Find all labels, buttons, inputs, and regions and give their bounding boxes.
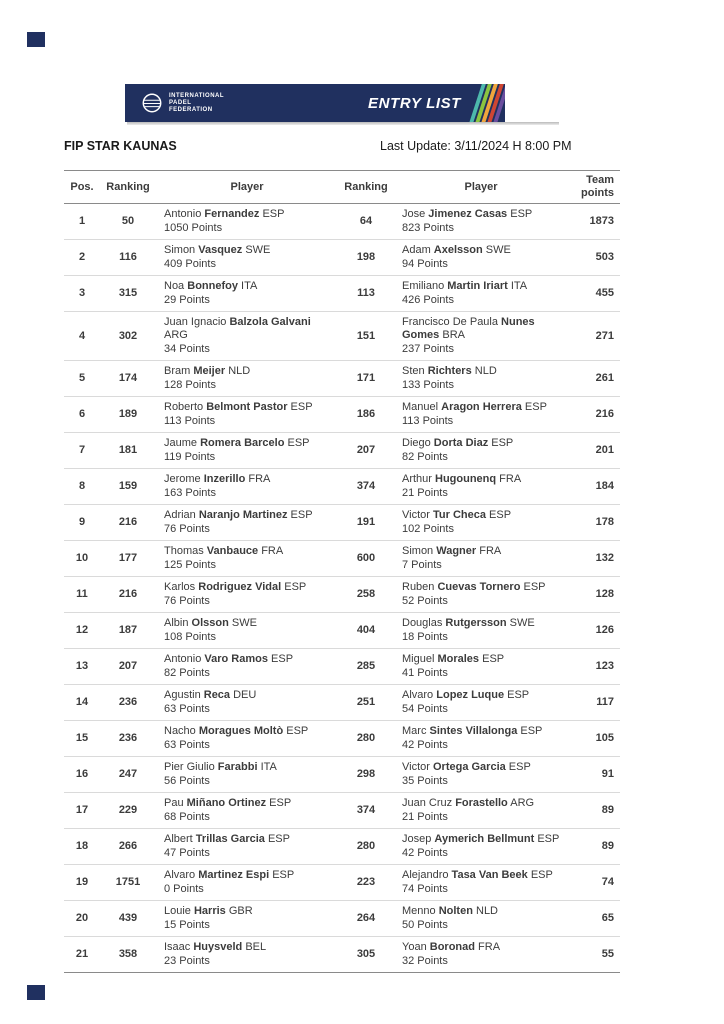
player-name: Simon Wagner FRA [402,545,502,557]
player-cell-2 [394,901,568,937]
ipf-ball-icon [141,92,163,114]
header-ranking-1: Ranking [100,171,156,204]
team-points-cell: 89 [568,829,620,865]
ranking-cell-1: 159 [100,469,156,505]
player-name: Antonio Fernandez ESP [164,208,285,220]
entry-row [64,505,620,541]
player-points: 163 Points [164,487,216,499]
page-corner-mark-bottom [27,985,45,1000]
player-cell-2 [394,649,568,685]
position-cell: 5 [64,361,100,397]
player-name: Antonio Varo Ramos ESP [164,653,294,665]
player-cell-1 [156,312,338,361]
last-update-text: Last Update: 3/11/2024 H 8:00 PM [380,139,572,153]
event-title: FIP STAR KAUNAS [64,139,177,153]
ranking-cell-2: 64 [338,204,394,240]
player-cell-2 [394,312,568,361]
player-cell-1 [156,793,338,829]
player-points: 74 Points [402,883,448,895]
header-pos: Pos. [64,171,100,204]
player-cell-2 [394,829,568,865]
ranking-cell-2: 374 [338,793,394,829]
player-name: Menno Nolten NLD [402,905,498,917]
player-cell-1 [156,469,338,505]
page-corner-mark-top [27,32,45,47]
ranking-cell-1: 247 [100,757,156,793]
ranking-cell-1: 177 [100,541,156,577]
ranking-cell-2: 264 [338,901,394,937]
player-cell-1 [156,937,338,973]
position-cell: 3 [64,276,100,312]
ranking-cell-1: 207 [100,649,156,685]
player-points: 823 Points [402,222,454,234]
player-cell-1 [156,865,338,901]
ranking-cell-2: 251 [338,685,394,721]
banner-shadow-line [127,122,559,125]
position-cell: 13 [64,649,100,685]
player-name: Isaac Huysveld BEL [164,941,267,953]
position-cell: 16 [64,757,100,793]
ranking-cell-1: 181 [100,433,156,469]
ranking-cell-2: 280 [338,829,394,865]
ranking-cell-1: 302 [100,312,156,361]
player-name: Juan Cruz Forastello ARG [402,797,535,809]
entry-row [64,613,620,649]
entry-row [64,937,620,973]
player-points: 21 Points [402,487,448,499]
player-name: Thomas Vanbauce FRA [164,545,284,557]
player-cell-1 [156,397,338,433]
ranking-cell-1: 189 [100,397,156,433]
team-points-cell: 126 [568,613,620,649]
logo-line-2: PADEL [169,99,192,106]
entry-row [64,649,620,685]
position-cell: 12 [64,613,100,649]
player-points: 102 Points [402,523,454,535]
player-name: Albert Trillas Garcia ESP [164,833,290,845]
player-name: Juan Ignacio Balzola Galvani ARG [164,316,311,341]
entry-row [64,865,620,901]
ranking-cell-2: 186 [338,397,394,433]
player-name: Victor Tur Checa ESP [402,509,512,521]
player-cell-1 [156,541,338,577]
position-cell: 2 [64,240,100,276]
player-points: 35 Points [402,775,448,787]
position-cell: 11 [64,577,100,613]
position-cell: 14 [64,685,100,721]
team-points-cell: 201 [568,433,620,469]
player-points: 7 Points [402,559,442,571]
entry-row [64,829,620,865]
team-points-cell: 455 [568,276,620,312]
player-cell-1 [156,901,338,937]
position-cell: 18 [64,829,100,865]
ranking-cell-1: 1751 [100,865,156,901]
team-points-cell: 55 [568,937,620,973]
position-cell: 6 [64,397,100,433]
player-points: 76 Points [164,523,210,535]
player-name: Adam Axelsson SWE [402,244,511,256]
ranking-cell-2: 207 [338,433,394,469]
player-points: 52 Points [402,595,448,607]
player-points: 34 Points [164,343,210,355]
player-cell-1 [156,613,338,649]
player-name: Douglas Rutgersson SWE [402,617,535,629]
position-cell: 9 [64,505,100,541]
player-cell-1 [156,433,338,469]
player-points: 56 Points [164,775,210,787]
player-points: 63 Points [164,703,210,715]
ranking-cell-1: 216 [100,505,156,541]
ranking-cell-2: 374 [338,469,394,505]
player-name: Victor Ortega Garcia ESP [402,761,531,773]
player-points: 32 Points [402,955,448,967]
player-cell-2 [394,721,568,757]
player-name: Miguel Morales ESP [402,653,505,665]
entry-list-banner-title: ENTRY LIST [368,94,461,112]
team-points-cell: 65 [568,901,620,937]
player-name: Yoan Boronad FRA [402,941,501,953]
player-name: Marc Sintes Villalonga ESP [402,725,543,737]
player-points: 50 Points [402,919,448,931]
player-points: 108 Points [164,631,216,643]
player-cell-1 [156,721,338,757]
player-name: Pier Giulio Farabbi ITA [164,761,277,773]
player-name: Agustin Reca DEU [164,689,257,701]
ranking-cell-1: 266 [100,829,156,865]
entry-row [64,240,620,276]
player-cell-2 [394,793,568,829]
player-name: Alejandro Tasa Van Beek ESP [402,869,553,881]
header-player-1: Player [156,171,338,204]
ipf-logo [125,92,224,114]
player-points: 18 Points [402,631,448,643]
player-points: 0 Points [164,883,204,895]
player-name: Alvaro Martinez Espi ESP [164,869,295,881]
banner-stripes [473,84,503,122]
ranking-cell-2: 600 [338,541,394,577]
player-points: 42 Points [402,739,448,751]
team-points-cell: 89 [568,793,620,829]
player-cell-2 [394,204,568,240]
player-cell-2 [394,397,568,433]
team-points-cell: 503 [568,240,620,276]
player-cell-2 [394,757,568,793]
player-points: 125 Points [164,559,216,571]
ranking-cell-1: 236 [100,685,156,721]
team-points-cell: 123 [568,649,620,685]
player-cell-1 [156,361,338,397]
ranking-cell-2: 223 [338,865,394,901]
player-points: 82 Points [402,451,448,463]
player-points: 426 Points [402,294,454,306]
team-points-cell: 1873 [568,204,620,240]
entry-list-table [64,170,620,973]
player-points: 21 Points [402,811,448,823]
ranking-cell-1: 50 [100,204,156,240]
ranking-cell-2: 298 [338,757,394,793]
ranking-cell-1: 187 [100,613,156,649]
header-team-points: Team points [568,171,620,204]
player-cell-1 [156,757,338,793]
entry-row [64,397,620,433]
position-cell: 10 [64,541,100,577]
ranking-cell-1: 229 [100,793,156,829]
player-cell-1 [156,577,338,613]
entry-row [64,204,620,240]
player-cell-2 [394,240,568,276]
team-points-cell: 105 [568,721,620,757]
player-name: Alvaro Lopez Luque ESP [402,689,530,701]
team-points-cell: 271 [568,312,620,361]
player-name: Jaume Romera Barcelo ESP [164,437,310,449]
ranking-cell-1: 216 [100,577,156,613]
player-name: Sten Richters NLD [402,365,497,377]
team-points-cell: 178 [568,505,620,541]
player-points: 15 Points [164,919,210,931]
player-points: 128 Points [164,379,216,391]
position-cell: 17 [64,793,100,829]
player-name: Manuel Aragon Herrera ESP [402,401,547,413]
player-cell-2 [394,276,568,312]
team-points-cell: 261 [568,361,620,397]
player-points: 409 Points [164,258,216,270]
player-name: Karlos Rodriguez Vidal ESP [164,581,307,593]
team-points-cell: 128 [568,577,620,613]
player-points: 68 Points [164,811,210,823]
position-cell: 8 [64,469,100,505]
entry-row [64,312,620,361]
team-points-cell: 216 [568,397,620,433]
position-cell: 19 [64,865,100,901]
entry-row [64,757,620,793]
player-name: Francisco De Paula Nunes Gomes BRA [402,316,535,341]
player-points: 133 Points [402,379,454,391]
player-points: 47 Points [164,847,210,859]
logo-line-3: FEDERATION [169,106,213,113]
entry-row [64,541,620,577]
position-cell: 1 [64,204,100,240]
ranking-cell-2: 191 [338,505,394,541]
player-name: Louie Harris GBR [164,905,253,917]
player-cell-2 [394,469,568,505]
ranking-cell-2: 404 [338,613,394,649]
header-ranking-2: Ranking [338,171,394,204]
player-cell-1 [156,204,338,240]
position-cell: 21 [64,937,100,973]
team-points-cell: 184 [568,469,620,505]
ranking-cell-1: 358 [100,937,156,973]
player-cell-2 [394,865,568,901]
ranking-cell-1: 116 [100,240,156,276]
ranking-cell-1: 236 [100,721,156,757]
player-name: Ruben Cuevas Tornero ESP [402,581,546,593]
player-cell-1 [156,276,338,312]
player-cell-2 [394,505,568,541]
player-cell-2 [394,361,568,397]
player-name: Pau Miñano Ortinez ESP [164,797,292,809]
player-points: 113 Points [164,415,216,427]
player-cell-1 [156,505,338,541]
ranking-cell-2: 151 [338,312,394,361]
player-cell-2 [394,613,568,649]
entry-row [64,793,620,829]
player-name: Diego Dorta Diaz ESP [402,437,514,449]
ranking-cell-2: 285 [338,649,394,685]
ranking-cell-2: 305 [338,937,394,973]
player-cell-1 [156,829,338,865]
player-cell-1 [156,240,338,276]
player-points: 1050 Points [164,222,223,234]
ranking-cell-2: 198 [338,240,394,276]
player-cell-1 [156,685,338,721]
player-cell-2 [394,541,568,577]
entry-row [64,721,620,757]
entry-row [64,577,620,613]
player-points: 119 Points [164,451,216,463]
player-points: 63 Points [164,739,210,751]
player-points: 113 Points [402,415,454,427]
player-points: 54 Points [402,703,448,715]
ipf-logo-text [169,93,224,114]
team-points-cell: 91 [568,757,620,793]
player-name: Adrian Naranjo Martinez ESP [164,509,313,521]
player-cell-2 [394,937,568,973]
player-name: Roberto Belmont Pastor ESP [164,401,313,413]
player-name: Arthur Hugounenq FRA [402,473,522,485]
player-points: 23 Points [164,955,210,967]
player-points: 94 Points [402,258,448,270]
ranking-cell-1: 315 [100,276,156,312]
entry-row [64,361,620,397]
player-name: Noa Bonnefoy ITA [164,280,258,292]
ranking-cell-1: 174 [100,361,156,397]
ranking-cell-1: 439 [100,901,156,937]
player-name: Simon Vasquez SWE [164,244,271,256]
player-name: Bram Meijer NLD [164,365,251,377]
player-cell-1 [156,649,338,685]
ranking-cell-2: 280 [338,721,394,757]
entry-row [64,276,620,312]
entry-rows [64,204,620,973]
logo-line-1: INTERNATIONAL [169,92,225,99]
entry-row [64,469,620,505]
position-cell: 15 [64,721,100,757]
entry-row [64,685,620,721]
position-cell: 20 [64,901,100,937]
player-points: 76 Points [164,595,210,607]
team-points-cell: 117 [568,685,620,721]
player-name: Josep Aymerich Bellmunt ESP [402,833,560,845]
player-cell-2 [394,433,568,469]
player-name: Albin Olsson SWE [164,617,257,629]
ranking-cell-2: 113 [338,276,394,312]
player-cell-2 [394,685,568,721]
player-name: Emiliano Martin Iriart ITA [402,280,528,292]
header-banner [125,84,505,122]
entry-table-header [64,171,620,204]
entry-row [64,901,620,937]
team-points-cell: 74 [568,865,620,901]
position-cell: 7 [64,433,100,469]
player-points: 41 Points [402,667,448,679]
entry-row [64,433,620,469]
player-name: Nacho Moragues Moltò ESP [164,725,309,737]
player-points: 29 Points [164,294,210,306]
player-name: Jose Jimenez Casas ESP [402,208,533,220]
player-points: 237 Points [402,343,454,355]
player-name: Jerome Inzerillo FRA [164,473,271,485]
player-points: 42 Points [402,847,448,859]
player-cell-2 [394,577,568,613]
team-points-cell: 132 [568,541,620,577]
position-cell: 4 [64,312,100,361]
ranking-cell-2: 258 [338,577,394,613]
ranking-cell-2: 171 [338,361,394,397]
player-points: 82 Points [164,667,210,679]
header-player-2: Player [394,171,568,204]
